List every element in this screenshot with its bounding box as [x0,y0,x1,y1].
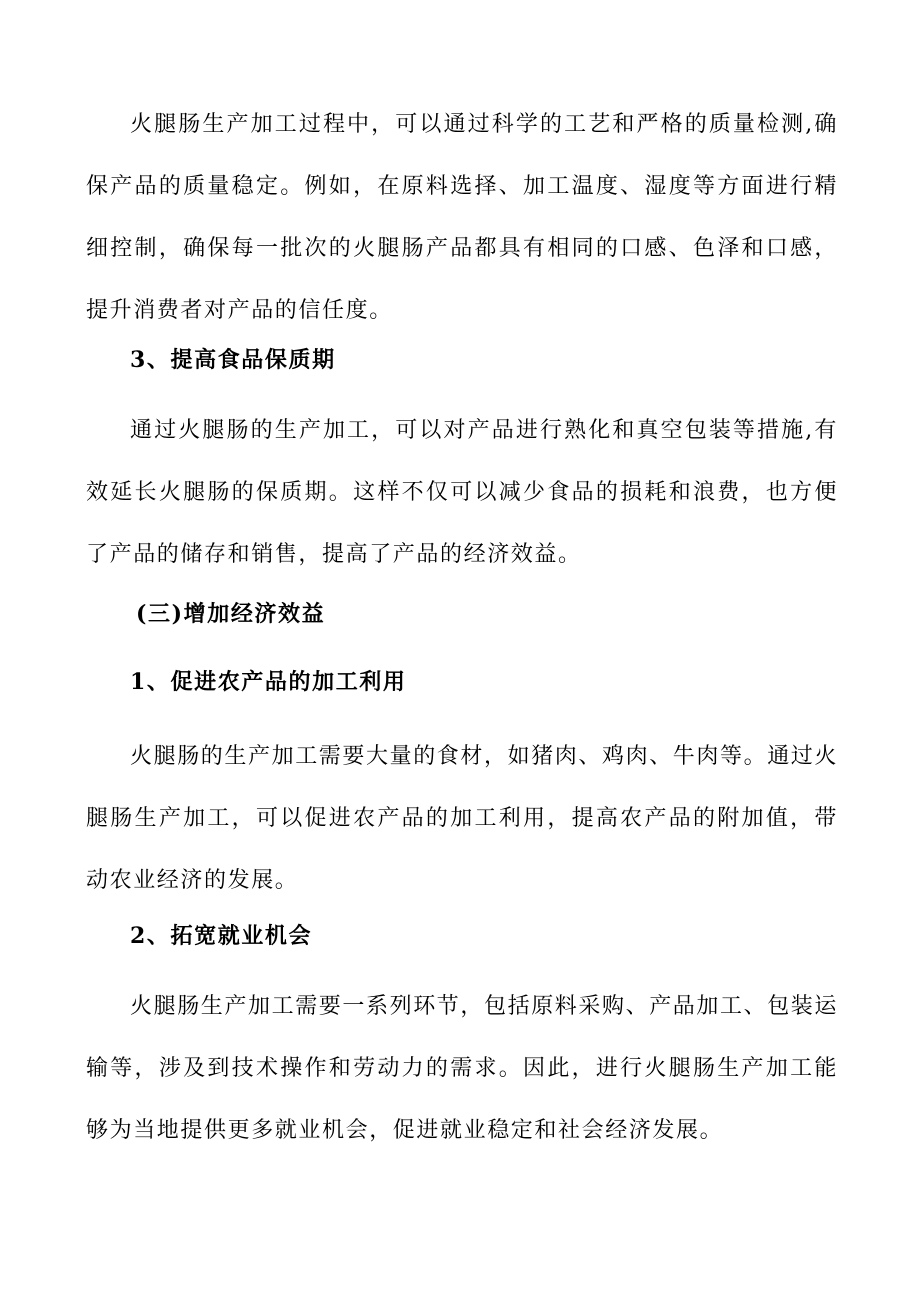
paragraph-employment: 火腿肠生产加工需要一系列环节，包括原料采购、产品加工、包装运输等，涉及到技术操作和劳动力的需求。因此，进行火腿肠生产加工能够为当地提供更多就业机会，促进就业稳定和社会经济发展。 [86,994,839,1143]
paragraph-agri-processing: 火腿肠的生产加工需要大量的食材，如猪肉、鸡肉、牛肉等。通过火腿肠生产加工，可以促进农产品的加工利用，提高农产品的附加值，带动农业经济的发展。 [86,744,839,893]
paragraph-shelf-life: 通过火腿肠的生产加工，可以对产品进行熟化和真空包装等措施,有效延长火腿肠的保质期。这样不仅可以减少食品的损耗和浪费，也方便了产品的储存和销售，提高了产品的经济效益。 [86,418,838,567]
paragraph-quality-stability: 火腿肠生产加工过程中，可以通过科学的工艺和严格的质量检测,确保产品的质量稳定。例如，在原料选择、加工温度、湿度等方面进行精细控制，确保每一批次的火腿肠产品都具有相同的口感、色泽和口感，提升消费者对产品的信任度。 [86,112,838,323]
heading-employment: 2、拓宽就业机会 [130,923,313,949]
heading-agri-processing: 1、促进农产品的加工利用 [130,669,407,695]
heading-economic-benefit: (三)增加经济效益 [136,601,326,627]
heading-shelf-life: 3、提高食品保质期 [130,347,336,373]
